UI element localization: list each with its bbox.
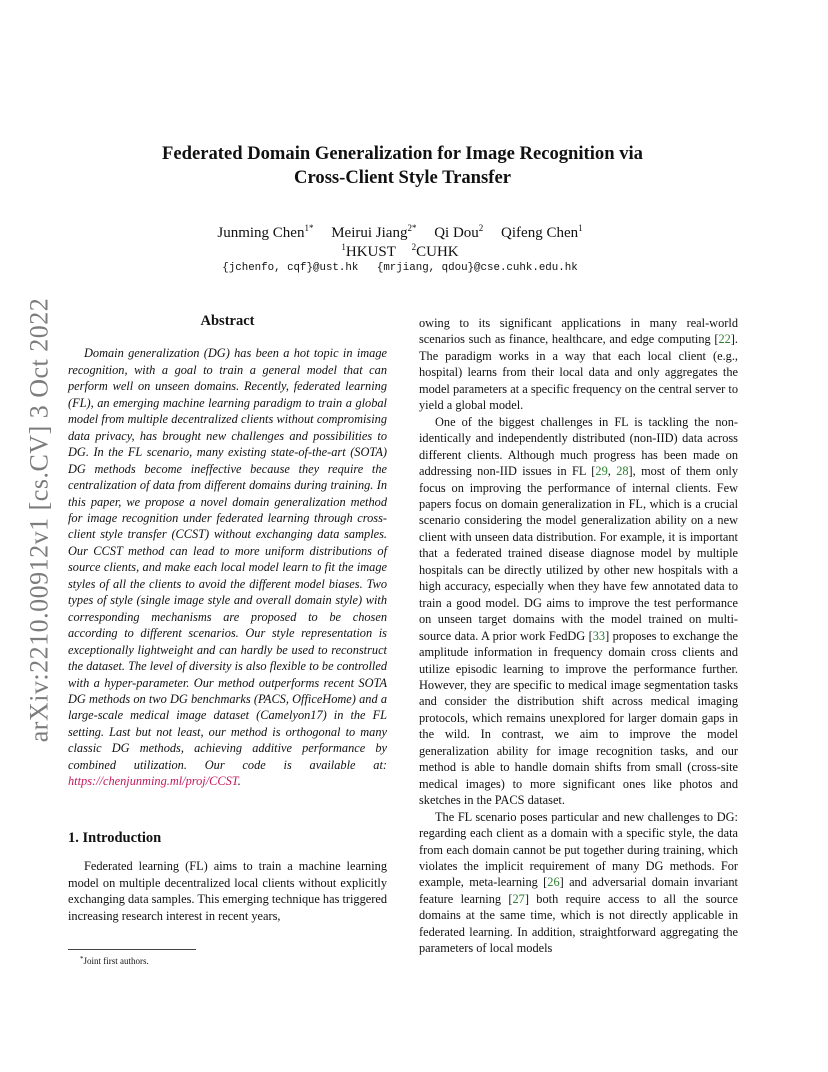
body-paragraph: The FL scenario poses particular and new challenges to DG: regarding each client as a domain with a specific style, the data from each domain cannot be put together during training, which violates the implicit requirement of many DG methods. For example, meta-learning [26] and adversarial domain invariant feature learning [27] both require access to all the source domains at the same time, which is not directly applicable in federated learning. In addition, straightforward aggregating the parameters of local models	[419, 809, 738, 956]
title-line-2: Cross-Client Style Transfer	[294, 167, 511, 188]
email: {jchenfo, cqf}@ust.hk	[222, 262, 359, 274]
code-link[interactable]: https://chenjunming.ml/proj/CCST	[68, 774, 238, 789]
title-line-1: Federated Domain Generalization for Image Recognition via	[162, 143, 643, 164]
author: Meirui Jiang$^{2*}$	[331, 223, 417, 241]
author: Junming Chen$^{1*}$	[217, 223, 314, 241]
body-paragraph: One of the biggest challenges in FL is tackling the non-identically and independently distributed (non-IID) data across different clients. Although much progress has been made on addressing non-IID issues in FL [29, 28], most of them only focus on improving the performance of internal clients. Few papers focus on domain generalization in FL, which is a crucial scenario considering the model generalization ability on a new client with unseen data distribution. For example, it is important that a federated trained disease diagnose model by multiple hospitals can be directly utilized by other new hospitals with a high accuracy, especially when they have few annotated data to train a good model. DG aims to improve the test performance on unseen target domains with the model trained on multi-source data. A prior work FedDG [33] proposes to exchange the amplitude information in frequency domain cross clients and utilize episodic learning to improve the performance further. However, they are specific to medical image segmentation tasks and consider the distribution shift across medical imaging protocols, which remains unexplored for larger domain gaps in the wild. In contrast, we aim to improve the model generalization ability for image recognition tasks, and our method is able to handle domain shifts from small (cross-site medical images) to more significant ones like photos and sketches in the PACS dataset.	[419, 414, 738, 808]
citation-link[interactable]: 33	[592, 628, 606, 643]
abstract-heading: Abstract	[200, 313, 255, 329]
citation-link[interactable]: 26	[547, 875, 560, 890]
affiliation: $^1$HKUST	[341, 242, 396, 260]
author: Qi Dou$^2$	[434, 223, 484, 241]
footnote: *Joint first authors.	[80, 955, 149, 966]
intro-paragraph: Federated learning (FL) aims to train a machine learning model on multiple decentralized local clients without explicitly exchanging data samples. This emerging technique has triggered increasing research interest in recent years,	[68, 859, 388, 923]
arxiv-stamp-text: arXiv:2210.00912v1 [cs.CV] 3 Oct 2022	[24, 297, 53, 743]
citation-link[interactable]: 29	[595, 464, 608, 479]
left-column	[68, 313, 387, 924]
author-emails	[150, 261, 650, 275]
affiliation: $^2$CUHK	[411, 242, 459, 260]
abstract-text: Domain generalization (DG) has been a hot topic in image recognition, with a goal to train a general model that can perform well on unseen domains. Recently, federated learning (FL), an emerging machine learning paradigm to train a global model from multiple decentralized clients without compromising data privacy, has brought new challenges and possibilities to DG. In the FL scenario, many existing state-of-the-art (SOTA) DG methods become ineffective because they require the centralization of data from different domains during training. In this paper, we propose a novel domain generalization method for image recognition under federated learning through cross-client style transfer (CCST) without exchanging data samples. Our CCST method can lead to more uniform distributions of source clients, and make each local model learn to fit the image styles of all the clients to avoid the different model biases. Two types of style (single image style and overall domain style) with corresponding mechanisms are proposed to be chosen according to different scenarios. Our style representation is exceptionally lightweight and can hardly be used to reconstruct the dataset. The level of diversity is also flexible to be controlled with a hyper-parameter. Our method outperforms recent SOTA DG methods on two DG benchmarks (PACS, OfficeHome) and a large-scale medical image dataset (Camelyon17) in the FL setting. Last but not least, our method is orthogonal to many classic DG methods, achieving additive performance by combined utilization. Our code is available at: https://chenjunming.ml/proj/CCST.	[68, 346, 387, 789]
author: Qifeng Chen$^1$	[501, 223, 583, 241]
citation-link[interactable]: 22	[718, 332, 731, 347]
arxiv-stamp	[13, 290, 65, 750]
body-paragraph: owing to its significant applications in many real-world scenarios such as finance, healthcare, and edge computing [22]. The paradigm works in a way that each local client (e.g., hospital) learns from their local data and only aggregates the model parameters at a specific frequency on the central server to yield a global model.	[419, 316, 738, 413]
paper-title	[140, 142, 665, 190]
email: {mrjiang, qdou}@cse.cuhk.edu.hk	[376, 262, 578, 274]
citation-link[interactable]: 28	[616, 464, 629, 479]
footnote-rule	[68, 949, 196, 950]
right-column	[419, 315, 738, 957]
section-heading-introduction: 1. Introduction	[68, 829, 162, 846]
citation-link[interactable]: 27	[512, 891, 525, 906]
affiliations	[200, 238, 600, 261]
